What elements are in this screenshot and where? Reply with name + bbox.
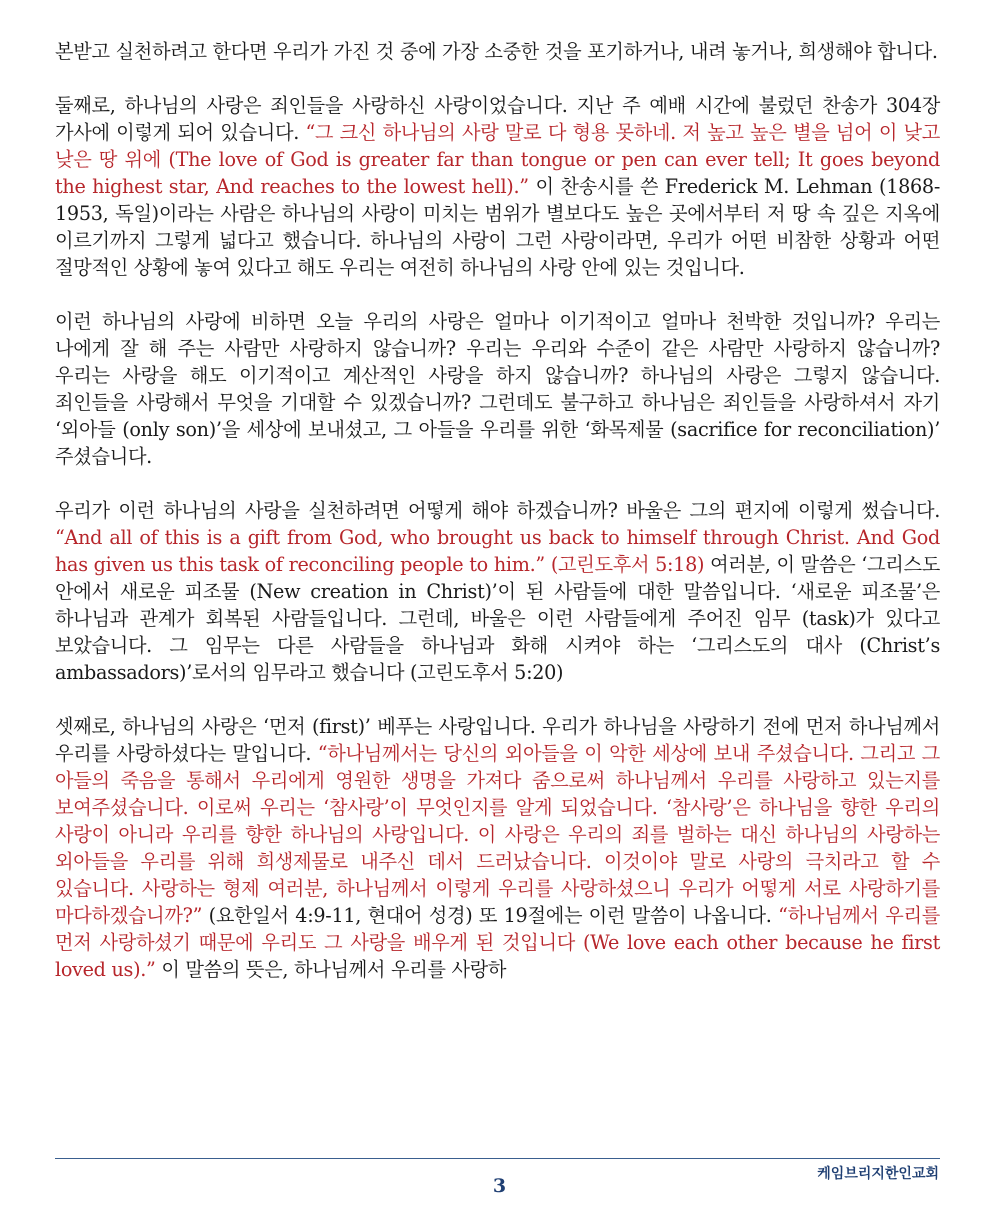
paragraph-4	[55, 497, 940, 686]
paragraph-3	[55, 308, 940, 470]
scripture-quote: “And all of this is a gift from God, who brought us back to himself through Christ. And God has given us this task of reconciling people to him.” (고린도후서 5:18)	[55, 526, 940, 576]
text-run: 본받고 실천하려고 한다면 우리가 가진 것 중에 가장 소중한 것을 포기하거나, 내려 놓거나, 희생해야 합니다.	[55, 40, 938, 63]
paragraph-5	[55, 713, 940, 983]
page-number: 3	[492, 1175, 507, 1197]
text-run: 우리가 이런 하나님의 사랑을 실천하려면 어떻게 해야 하겠습니까? 바울은 그의 편지에 이렇게 썼습니다.	[55, 499, 940, 522]
text-run: 이런 하나님의 사랑에 비하면 오늘 우리의 사랑은 얼마나 이기적이고 얼마나 천박한 것입니까? 우리는 나에게 잘 해 주는 사람만 사랑하지 않습니까? 우리는 우리와 수준이 같은 사람만 사랑하지 않습니까? 우리는 사랑을 해도 이기적이고 계산적인 사랑을 하지 않습니까? 하나님의 사랑은 그렇지 않습니다. 죄인들을 사랑해서 무엇을 기대할 수 있겠습니까? 그런데도 불구하고 하나님은 죄인들을 사랑하셔서 자기 ‘외아들 (only son)’을 세상에 보내셨고, 그 아들을 우리를 위한 ‘화목제물 (sacrifice for reconciliation)’ 주셨습니다.	[55, 310, 940, 468]
text-run: 여러분, 이 말씀은 ‘그리스도 안에서 새로운 피조물 (New creation in Christ)’이 된 사람들에 대한 말씀입니다. ‘새로운 피조물’은 하나님과 관계가 회복된 사람들입니다. 그런데, 바울은 이런 사람들에게 주어진 임무 (task)가 있다고 보았습니다. 그 임무는 다른 사람들을 하나님과 화해 시켜야 하는 ‘그리스도의 대사 (Christ’s ambassadors)’로서의 임무라고 했습니다 (고린도후서 5:20)	[55, 553, 940, 684]
text-run: 이 말씀의 뜻은, 하나님께서 우리를 사랑하	[155, 958, 507, 981]
paragraph-1	[55, 38, 940, 65]
scripture-quote: “하나님께서는 당신의 외아들을 이 악한 세상에 보내 주셨습니다. 그리고 그 아들의 죽음을 통해서 우리에게 영원한 생명을 가져다 줌으로써 하나님께서 우리를 사랑하고 있는지를 보여주셨습니다. 이로써 우리는 ‘참사랑’이 무엇인지를 알게 되었습니다. ‘참사랑’은 하나님을 향한 우리의 사랑이 아니라 우리를 향한 하나님의 사랑입니다. 이 사랑은 우리의 죄를 벌하는 대신 하나님의 사랑하는 외아들을 우리를 위해 희생제물로 내주신 데서 드러났습니다. 이것이야 말로 사랑의 극치라고 할 수 있습니다. 사랑하는 형제 여러분, 하나님께서 이렇게 우리를 사랑하셨으니 우리가 어떻게 서로 사랑하기를 마다하겠습니까?”	[55, 742, 940, 927]
text-run: 셋째로, 하나님의 사랑은 ‘먼저 (first)’ 베푸는 사랑입니다. 우리가 하나님을 사랑하기 전에 먼저 하나님께서 우리를 사랑하셨다는 말입니다.	[55, 715, 940, 765]
scripture-quote: “하나님께서 우리를 먼저 사랑하셨기 때문에 우리도 그 사랑을 배우게 된 것입니다 (We love each other because he first loved us).”	[55, 904, 940, 981]
text-run: 이 찬송시를 쓴 Frederick M. Lehman (1868-1953, 독일)이라는 사람은 하나님의 사랑이 미치는 범위가 별보다도 높은 곳에서부터 저 땅 속 깊은 지옥에 이르기까지 그렇게 넓다고 했습니다. 하나님의 사랑이 그런 사랑이라면, 우리가 어떤 비참한 상황과 어떤 절망적인 상황에 놓여 있다고 해도 우리는 여전히 하나님의 사랑 안에 있는 것입니다.	[55, 175, 941, 279]
text-run: 둘째로, 하나님의 사랑은 죄인들을 사랑하신 사랑이었습니다. 지난 주 예배 시간에 불렀던 찬송가 304장 가사에 이렇게 되어 있습니다.	[55, 94, 940, 144]
document-body	[55, 38, 940, 1010]
hymn-quote: “그 크신 하나님의 사랑 말로 다 형용 못하네. 저 높고 높은 별을 넘어 이 낮고 낮은 땅 위에 (The love of God is greater far than tongue or pen can ever tell; It goes beyond the highest star, And reaches to the lowest hell).”	[55, 121, 940, 198]
church-name: 케임브리지한인교회	[817, 1166, 939, 1182]
footer-divider	[55, 1158, 940, 1159]
text-run: (요한일서 4:9-11, 현대어 성경) 또 19절에는 이런 말씀이 나옵니다.	[202, 904, 779, 927]
paragraph-2	[55, 92, 940, 281]
